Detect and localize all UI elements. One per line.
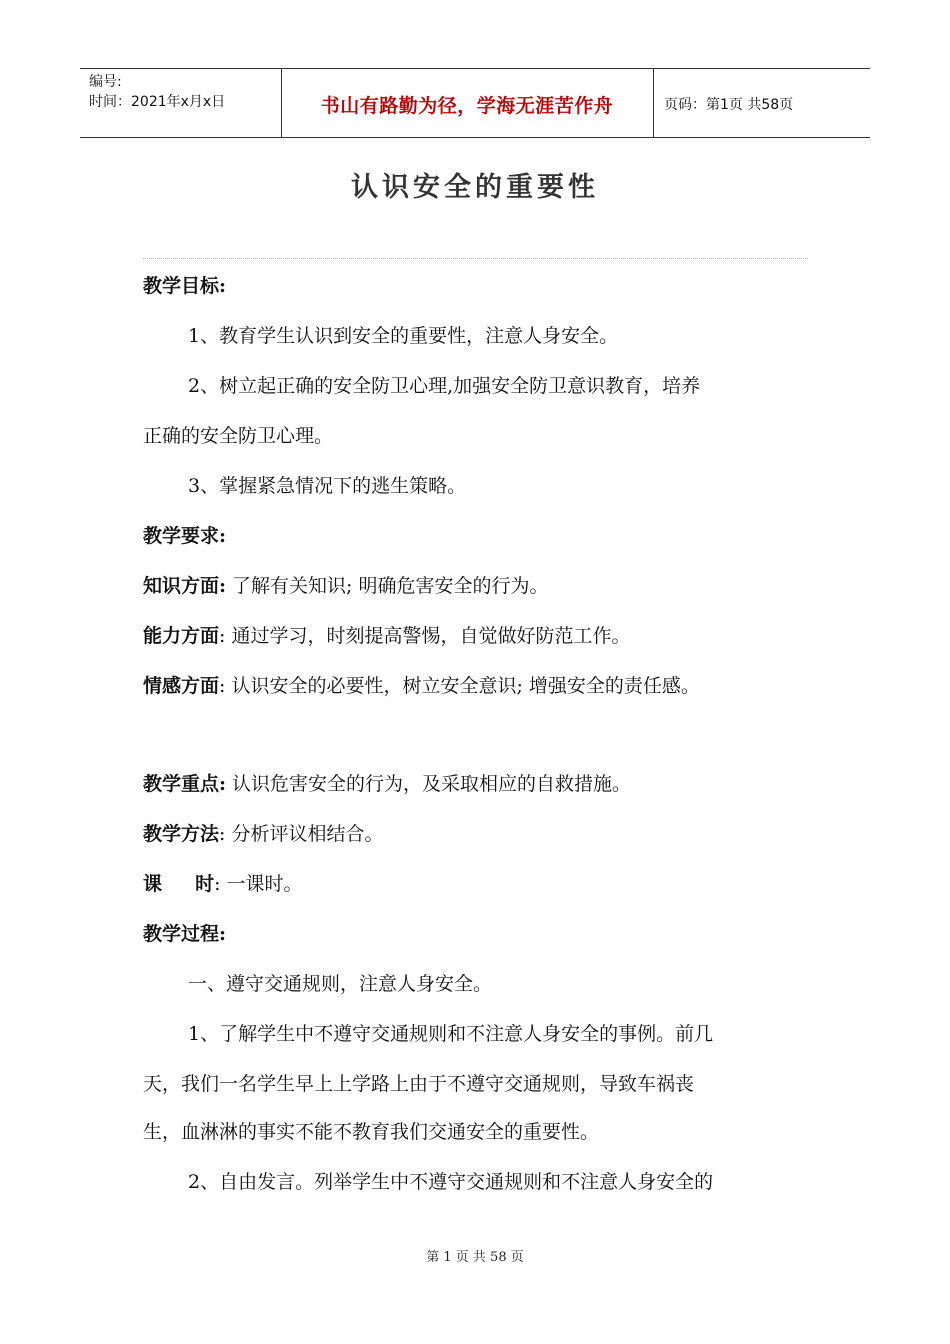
page-footer: 第 1 页 共 58 页 bbox=[426, 1250, 524, 1265]
page-header bbox=[80, 68, 870, 138]
document-number-label: 编号: bbox=[89, 74, 122, 90]
paragraph-1-line1: 1、了解学生中不遵守交通规则和不注意人身安全的事例。前几 bbox=[188, 1023, 714, 1045]
requirements-heading: 教学要求: bbox=[143, 525, 227, 547]
goal-item-3: 3、掌握紧急情况下的逃生策略。 bbox=[188, 475, 467, 497]
ability-label: 能力方面 bbox=[143, 625, 220, 647]
ability-text: : 通过学习，时刻提高警惕，自觉做好防范工作。 bbox=[219, 625, 631, 647]
method-text: : 分析评议相结合。 bbox=[219, 823, 384, 845]
paragraph-2-line1: 2、自由发言。列举学生中不遵守交通规则和不注意人身安全的 bbox=[188, 1171, 714, 1193]
knowledge-text: 了解有关知识; 明确危害安全的行为。 bbox=[226, 575, 549, 597]
process-heading: 教学过程: bbox=[143, 923, 227, 945]
focus-text: 认识危害安全的行为，及采取相应的自救措施。 bbox=[226, 773, 632, 795]
header-page-info: 页码：第1页 共58页 bbox=[664, 97, 794, 113]
hours-text: : 一课时。 bbox=[214, 873, 303, 895]
paragraph-1-line3: 生，血淋淋的事实不能不教育我们交通安全的重要性。 bbox=[143, 1121, 600, 1143]
header-meta-cell bbox=[80, 69, 282, 137]
emotion-label: 情感方面 bbox=[143, 675, 220, 697]
title-divider bbox=[143, 258, 808, 259]
focus-label: 教学重点: bbox=[143, 773, 227, 795]
header-page-cell bbox=[654, 69, 870, 137]
goal-item-1: 1、教育学生认识到安全的重要性，注意人身安全。 bbox=[188, 325, 619, 347]
focus-line bbox=[143, 772, 631, 796]
goal-item-2-line2: 正确的安全防卫心理。 bbox=[143, 425, 334, 447]
header-motto-cell bbox=[281, 69, 654, 137]
document-title: 认识安全的重要性 bbox=[351, 172, 599, 203]
goal-item-2-line1: 2、树立起正确的安全防卫心理,加强安全防卫意识教育，培养 bbox=[188, 375, 701, 397]
hours-label: 课 时 bbox=[143, 873, 215, 895]
document-time-label: 时间：2021年x月x日 bbox=[89, 94, 226, 110]
paragraph-1-line2: 天，我们一名学生早上上学路上由于不遵守交通规则，导致车祸丧 bbox=[143, 1073, 695, 1095]
emotion-text: : 认识安全的必要性，树立安全意识; 增强安全的责任感。 bbox=[219, 675, 700, 697]
method-label: 教学方法 bbox=[143, 823, 220, 845]
emotion-line bbox=[143, 674, 700, 698]
header-motto: 书山有路勤为径，学海无涯苦作舟 bbox=[320, 95, 614, 117]
goals-heading: 教学目标: bbox=[143, 275, 227, 297]
knowledge-line bbox=[143, 574, 549, 598]
hours-line bbox=[143, 872, 303, 896]
ability-line bbox=[143, 624, 630, 648]
knowledge-label: 知识方面: bbox=[143, 575, 227, 597]
method-line bbox=[143, 822, 383, 846]
section-1-heading: 一、遵守交通规则，注意人身安全。 bbox=[188, 973, 493, 995]
